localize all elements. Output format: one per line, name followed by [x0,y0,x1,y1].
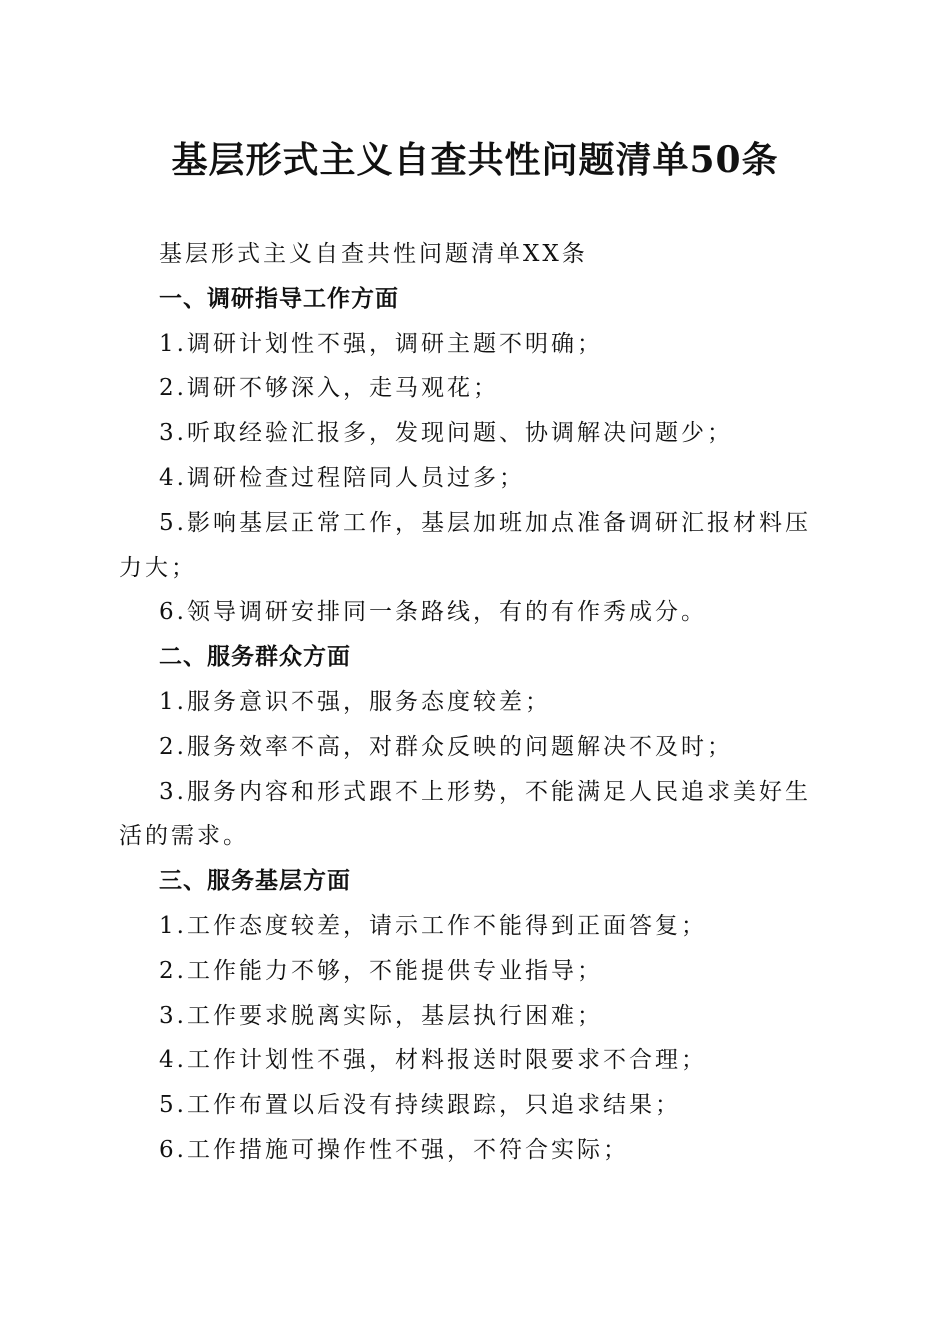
list-item: 5.工作布置以后没有持续跟踪，只追求结果； [159,1092,681,1119]
list-item: 6.工作措施可操作性不强，不符合实际； [159,1136,629,1163]
section-heading-serve-grassroots: 三、服务基层方面 [159,868,351,895]
document-body [119,232,825,1173]
list-item: 4.调研检查过程陪同人员过多； [159,464,525,491]
list-item: 4.工作计划性不强，材料报送时限要求不合理； [159,1047,707,1074]
list-item: 2.服务效率不高，对群众反映的问题解决不及时； [159,733,733,760]
list-item: 3.工作要求脱离实际，基层执行困难； [159,1002,603,1029]
list-item: 3.听取经验汇报多，发现问题、协调解决问题少； [159,420,733,447]
intro-line: 基层形式主义自查共性问题清单XX条 [159,241,588,267]
list-item: 5.影响基层正常工作，基层加班加点准备调研汇报材料压力大； [119,509,811,581]
list-item: 3.服务内容和形式跟不上形势，不能满足人民追求美好生活的需求。 [119,778,811,850]
section-heading-serve-public: 二、服务群众方面 [159,644,351,671]
document-title: 基层形式主义自查共性问题清单50条 [171,139,779,181]
list-item: 1.调研计划性不强，调研主题不明确； [159,330,603,357]
section-heading-research: 一、调研指导工作方面 [159,285,399,312]
list-item: 6.领导调研安排同一条路线，有的有作秀成分。 [159,599,707,626]
list-item: 1.工作态度较差，请示工作不能得到正面答复； [159,912,707,939]
list-item: 2.工作能力不够，不能提供专业指导； [159,957,603,984]
list-item: 1.服务意识不强，服务态度较差； [159,688,551,715]
list-item: 2.调研不够深入，走马观花； [159,375,499,402]
